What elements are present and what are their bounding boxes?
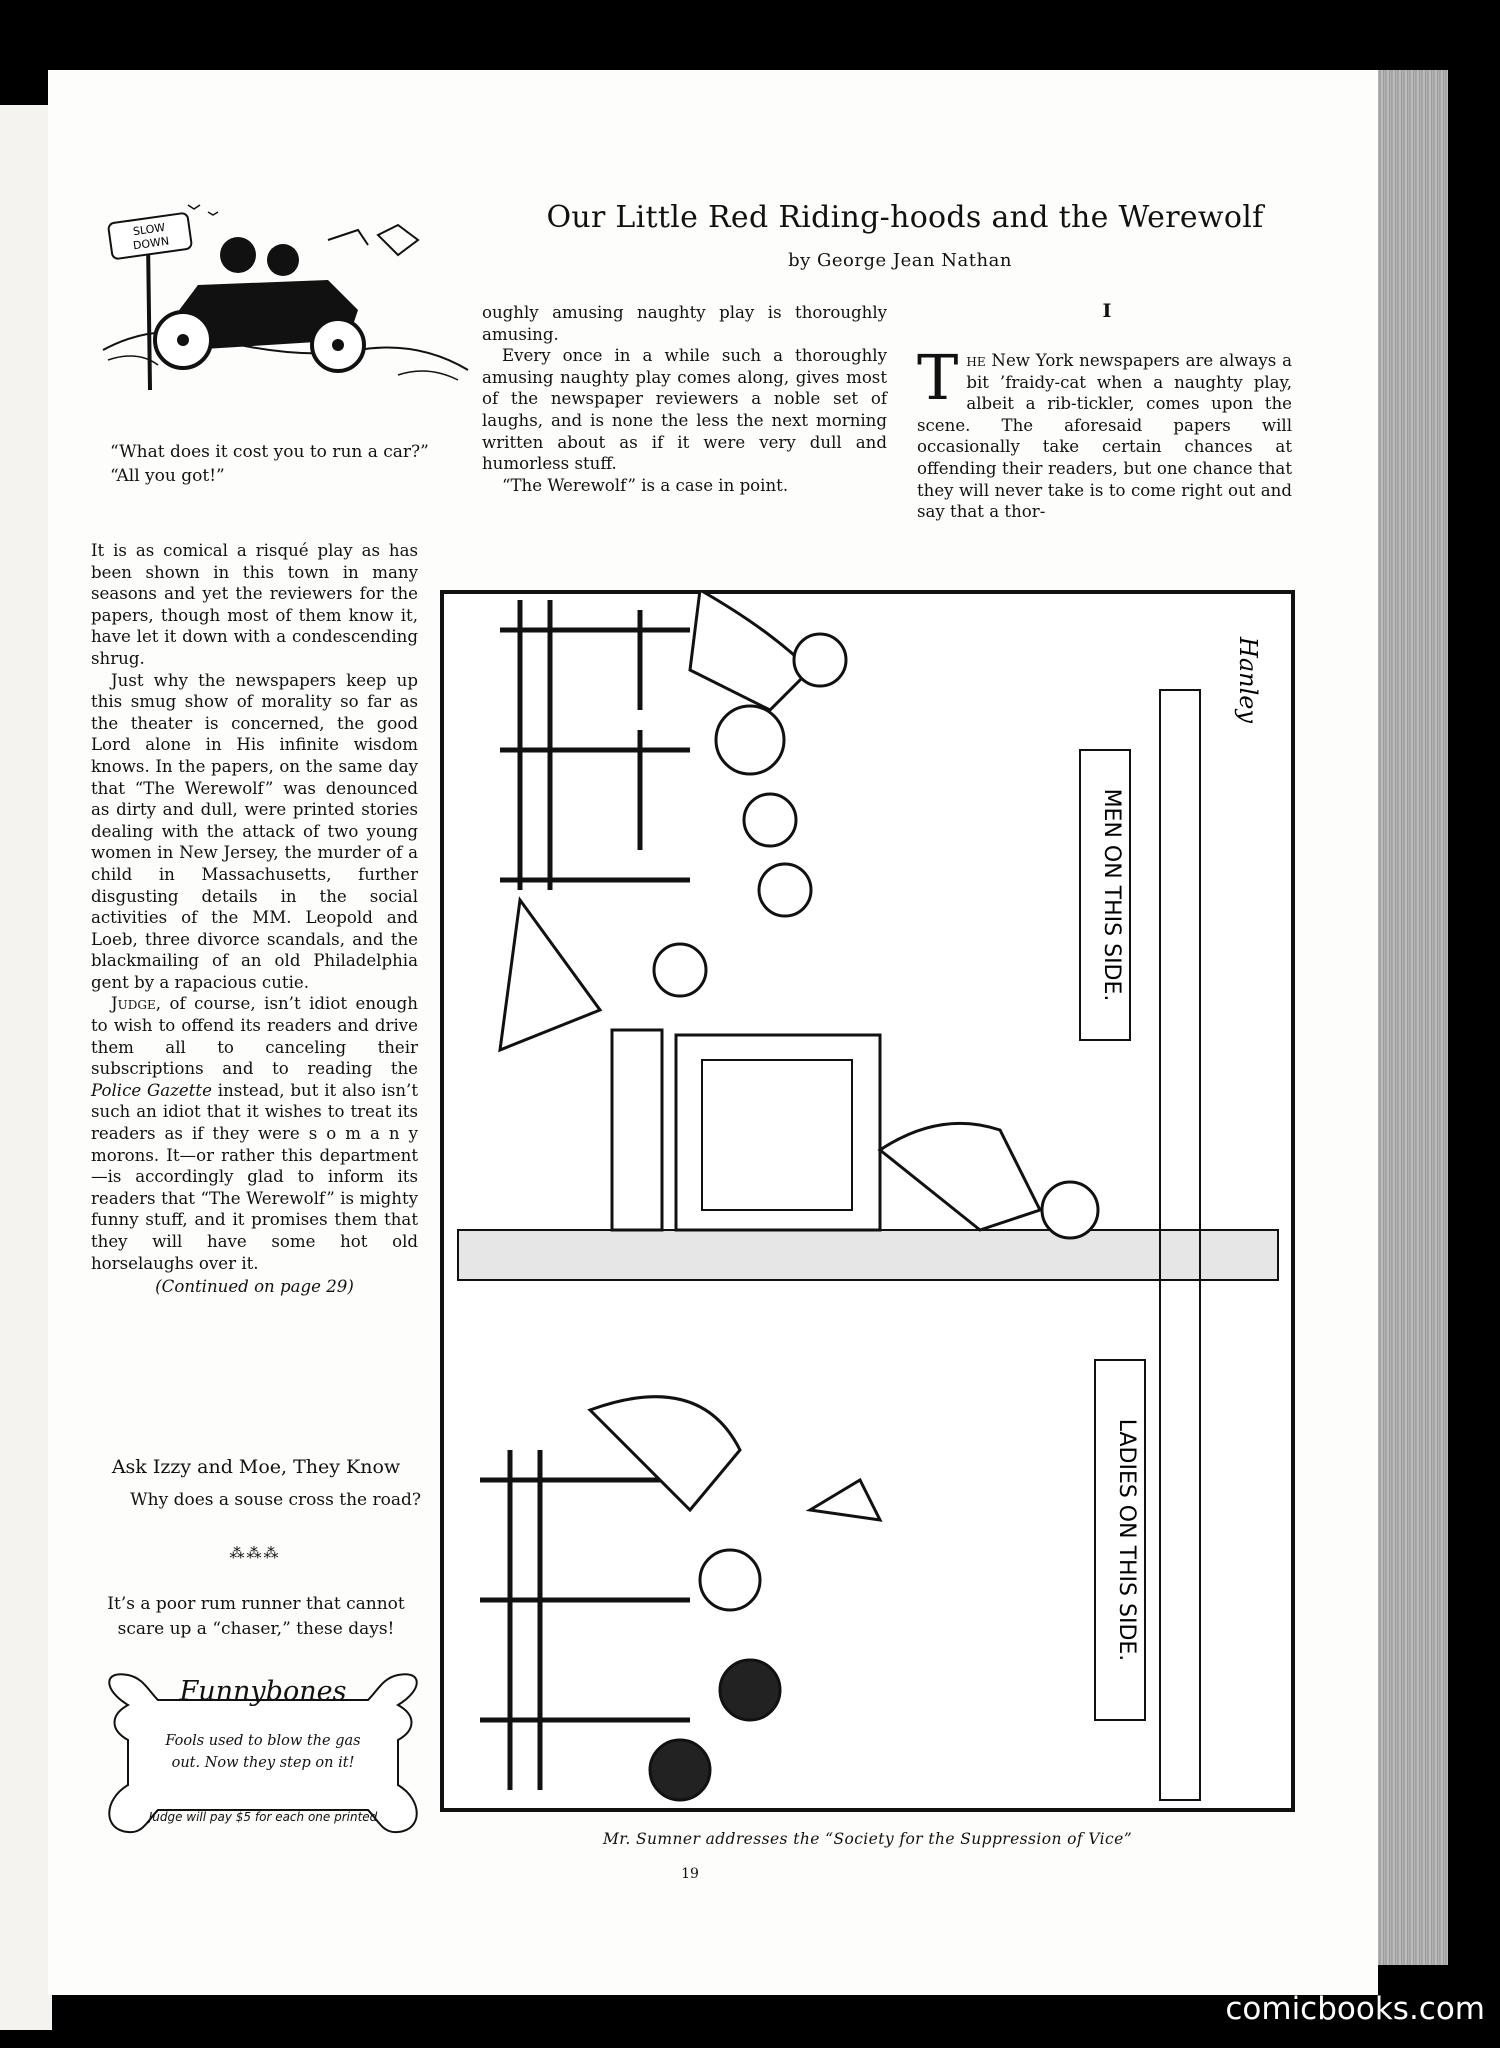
- watermark: comicbooks.com: [1225, 1991, 1485, 2027]
- paragraph: Just why the newspapers keep up this smug show of morality so far as the theater is concerned, the good Lord alone in His infinite wisdom knows. In the papers, on the same day that “The Werewolf” was denounced as dirty and dull, were printed stories dealing with the attack of two young women in New Jersey, the murder of a child in Massachusetts, further disgusting details in the social activities of the MM. Leopold and Loeb, three divorce scandals, and the blackmailing of an old Philadelphia gent by a rapacious cutie.: [91, 670, 418, 992]
- page-number: 19: [681, 1866, 699, 1882]
- funnybones-joke: [128, 1730, 398, 1774]
- lead-text: New York newspapers are always a bit ’fraidy-cat when a naughty play, albeit a rib-tickler, comes upon the scene. The aforesaid papers will occasionally take certain chances at offending their readers, but one chance that they will never take is to come right out and say that a thor-: [917, 351, 1292, 522]
- paragraph: It is as comical a risqué play as has been shown in this town in many seasons and yet the reviewers for the papers, though most of them know it, have let it down with a condescending shrug.: [91, 541, 418, 668]
- middle-column-text: [482, 302, 887, 496]
- paragraph: oughly amusing naughty play is thoroughly amusing.: [482, 303, 887, 344]
- paragraph: “The Werewolf” is a case in point.: [502, 475, 789, 495]
- lead-paragraph: [917, 341, 1292, 523]
- paragraph-judge: [91, 993, 418, 1274]
- car-joke-question: “What does it cost you to run a car?”: [110, 442, 429, 462]
- funnybones-box: [98, 1670, 428, 1840]
- judge-text-2: instead, but it also isn’t such an idiot that it wishes to treat its readers as if they were s o m a n y morons. It—or rather this department—is accordingly glad to inform its readers that “The Werewolf” is mighty funny stuff, and it promises them that they will have some hot old horselaughs over it.: [91, 1080, 418, 1273]
- right-column-text: [917, 341, 1292, 523]
- car-joke: [110, 440, 440, 488]
- drop-cap: T: [917, 341, 959, 414]
- sign-men: MEN ON THIS SIDE.: [1099, 788, 1124, 1002]
- ornament: ⁂⁂⁂: [229, 1544, 281, 1562]
- sign-down: DOWN: [132, 234, 170, 253]
- article-title: Our Little Red Riding-hoods and the Werewolf: [546, 200, 1264, 235]
- continued-note: (Continued on page 29): [155, 1277, 354, 1297]
- rum-joke-line1: It’s a poor rum runner that cannot: [107, 1594, 405, 1614]
- police-gazette: Police Gazette: [91, 1080, 212, 1100]
- byline: by George Jean Nathan: [788, 250, 1012, 271]
- funnybones-line2: out. Now they step on it!: [171, 1755, 355, 1771]
- sign-slow: SLOW: [132, 220, 166, 239]
- car-joke-answer: “All you got!”: [110, 466, 225, 486]
- lead-smallcaps: he: [966, 351, 986, 370]
- rum-joke: [91, 1592, 421, 1642]
- filler-text: Why does a souse cross the road?: [130, 1490, 421, 1510]
- sign-ladies: LADIES ON THIS SIDE.: [1114, 1418, 1139, 1662]
- left-column-text: [91, 540, 418, 1298]
- filler-title: Ask Izzy and Moe, They Know: [111, 1456, 401, 1478]
- previous-page-edge: [0, 105, 52, 2030]
- artist-signature: Hanley: [1234, 636, 1262, 724]
- cartoon-caption: Mr. Sumner addresses the “Society for the Suppression of Vice”: [602, 1830, 1133, 1848]
- book-page-edges: [1378, 70, 1448, 1965]
- rum-joke-line2: scare up a “chaser,” these days!: [117, 1619, 395, 1639]
- judge-name: Judge: [111, 994, 156, 1014]
- judge-text-1: , of course, isn’t idiot enough to wish to offend its readers and drive them all to canceling their subscriptions and to reading the: [91, 994, 418, 1079]
- main-cartoon: [440, 590, 1295, 1812]
- funnybones-title: Funnybones: [179, 1676, 347, 1707]
- paragraph: Every once in a while such a thoroughly amusing naughty play comes along, gives most of the newspaper reviewers a noble set of laughs, and is none the less the next morning written about as if it were very dull and humorless stuff.: [482, 346, 887, 474]
- funnybones-footer: Judge will pay $5 for each one printed: [148, 1810, 378, 1824]
- funnybones-line1: Fools used to blow the gas: [165, 1733, 361, 1749]
- section-numeral: I: [1102, 300, 1112, 322]
- car-cartoon: [98, 200, 473, 410]
